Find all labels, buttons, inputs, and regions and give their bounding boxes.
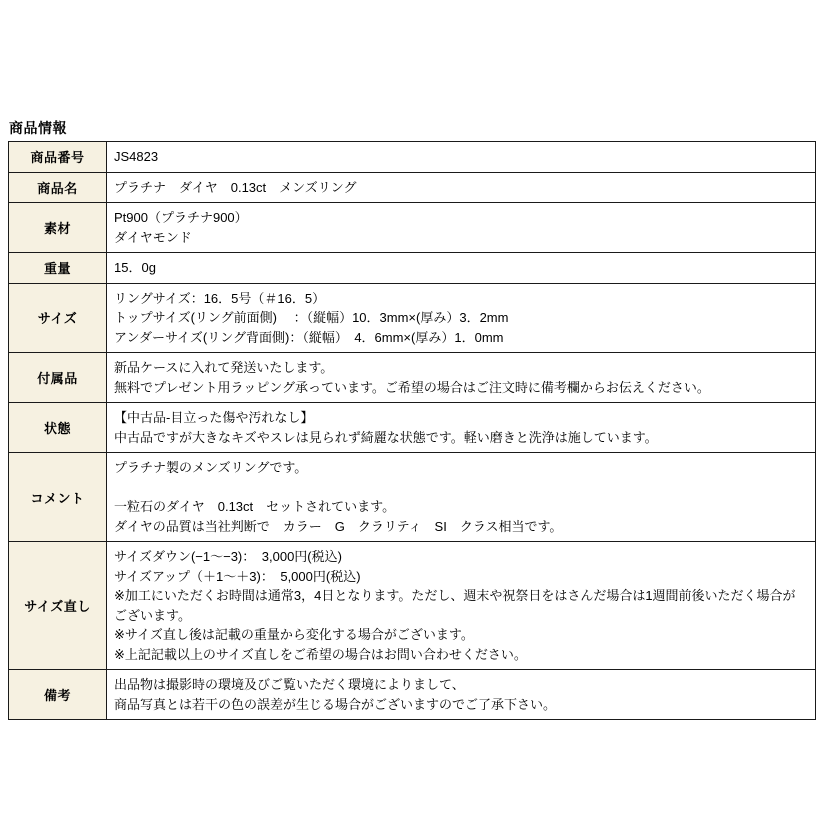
- row-value-line: 【中古品-目立った傷や汚れなし】: [114, 410, 314, 425]
- row-value-line: ダイヤの品質は当社判断で カラー G クラリティ SI クラス相当です。: [114, 518, 563, 534]
- row-label: コメント: [9, 453, 107, 542]
- row-label: 状態: [9, 403, 107, 453]
- row-value: [107, 283, 816, 353]
- row-value-line: トップサイズ(リング前面側) ：（縦幅）10．3mm×(厚み）3．2mm: [114, 310, 509, 325]
- row-value-line: 新品ケースに入れて発送いたします。: [114, 360, 334, 375]
- row-value: [107, 453, 816, 542]
- row-value: [107, 253, 816, 284]
- row-value-line: ※加工にいただくお時間は通常3，4日となります。ただし、週末や祝祭日をはさんだ場合は1週間前後いただく場合がございます。: [114, 588, 796, 623]
- row-value: [107, 203, 816, 253]
- product-info-body: [9, 142, 816, 720]
- row-label: サイズ直し: [9, 542, 107, 670]
- row-value-line: 無料でプレゼント用ラッピング承っています。ご希望の場合はご注文時に備考欄からお伝えください。: [114, 379, 710, 395]
- table-row: [9, 453, 816, 542]
- row-label: 商品名: [9, 172, 107, 203]
- table-row: [9, 542, 816, 670]
- row-value-line: ※サイズ直し後は記載の重量から変化する場合がございます。: [114, 627, 474, 642]
- table-row: [9, 203, 816, 253]
- row-value-line: 15．0g: [114, 260, 156, 275]
- row-value-line: プラチナ製のメンズリングです。: [114, 460, 308, 475]
- row-value-line: ※上記記載以上のサイズ直しをご希望の場合はお問い合わせください。: [114, 646, 527, 662]
- row-label: 素材: [9, 203, 107, 253]
- row-value-line: サイズダウン(−1〜−3)： 3,000円(税込): [114, 549, 342, 564]
- row-value-line: リングサイズ：16．5号（＃16．5）: [114, 290, 326, 306]
- row-value-line: 中古品ですが大きなキズやスレは見られず綺麗な状態です。軽い磨きと洗浄は施しています。: [114, 429, 658, 445]
- row-label: 付属品: [9, 353, 107, 403]
- row-value: [107, 670, 816, 720]
- row-value: [107, 353, 816, 403]
- table-row: [9, 670, 816, 720]
- product-info-table: [8, 141, 816, 720]
- row-label: 備考: [9, 670, 107, 720]
- row-value: [107, 142, 816, 173]
- row-value-line: JS4823: [114, 149, 159, 164]
- row-label: サイズ: [9, 283, 107, 353]
- row-value: [107, 542, 816, 670]
- table-row: [9, 353, 816, 403]
- row-label: 商品番号: [9, 142, 107, 173]
- row-value-line: アンダーサイズ(リング背面側)：（縦幅） 4．6mm×(厚み）1．0mm: [114, 329, 504, 345]
- row-value-line: ダイヤモンド: [114, 229, 192, 245]
- row-label: 重量: [9, 253, 107, 284]
- table-row: [9, 142, 816, 173]
- table-row: [9, 253, 816, 284]
- row-value-line: 一粒石のダイヤ 0.13ct セットされています。: [114, 499, 396, 514]
- table-row: [9, 403, 816, 453]
- row-value-line: プラチナ ダイヤ 0.13ct メンズリング: [114, 179, 357, 195]
- row-value: [107, 403, 816, 453]
- table-row: [9, 172, 816, 203]
- row-value-line: サイズアップ（＋1〜＋3)： 5,000円(税込): [114, 568, 361, 584]
- page-title: 商品情報: [9, 120, 67, 136]
- row-value-line: Pt900（プラチナ900）: [114, 210, 248, 225]
- row-value: [107, 172, 816, 203]
- row-value-line: [114, 478, 808, 498]
- row-value-line: 出品物は撮影時の環境及びご覧いただく環境によりまして、: [114, 677, 465, 692]
- table-row: [9, 283, 816, 353]
- row-value-line: 商品写真とは若干の色の誤差が生じる場合がございますのでご了承下さい。: [114, 696, 557, 712]
